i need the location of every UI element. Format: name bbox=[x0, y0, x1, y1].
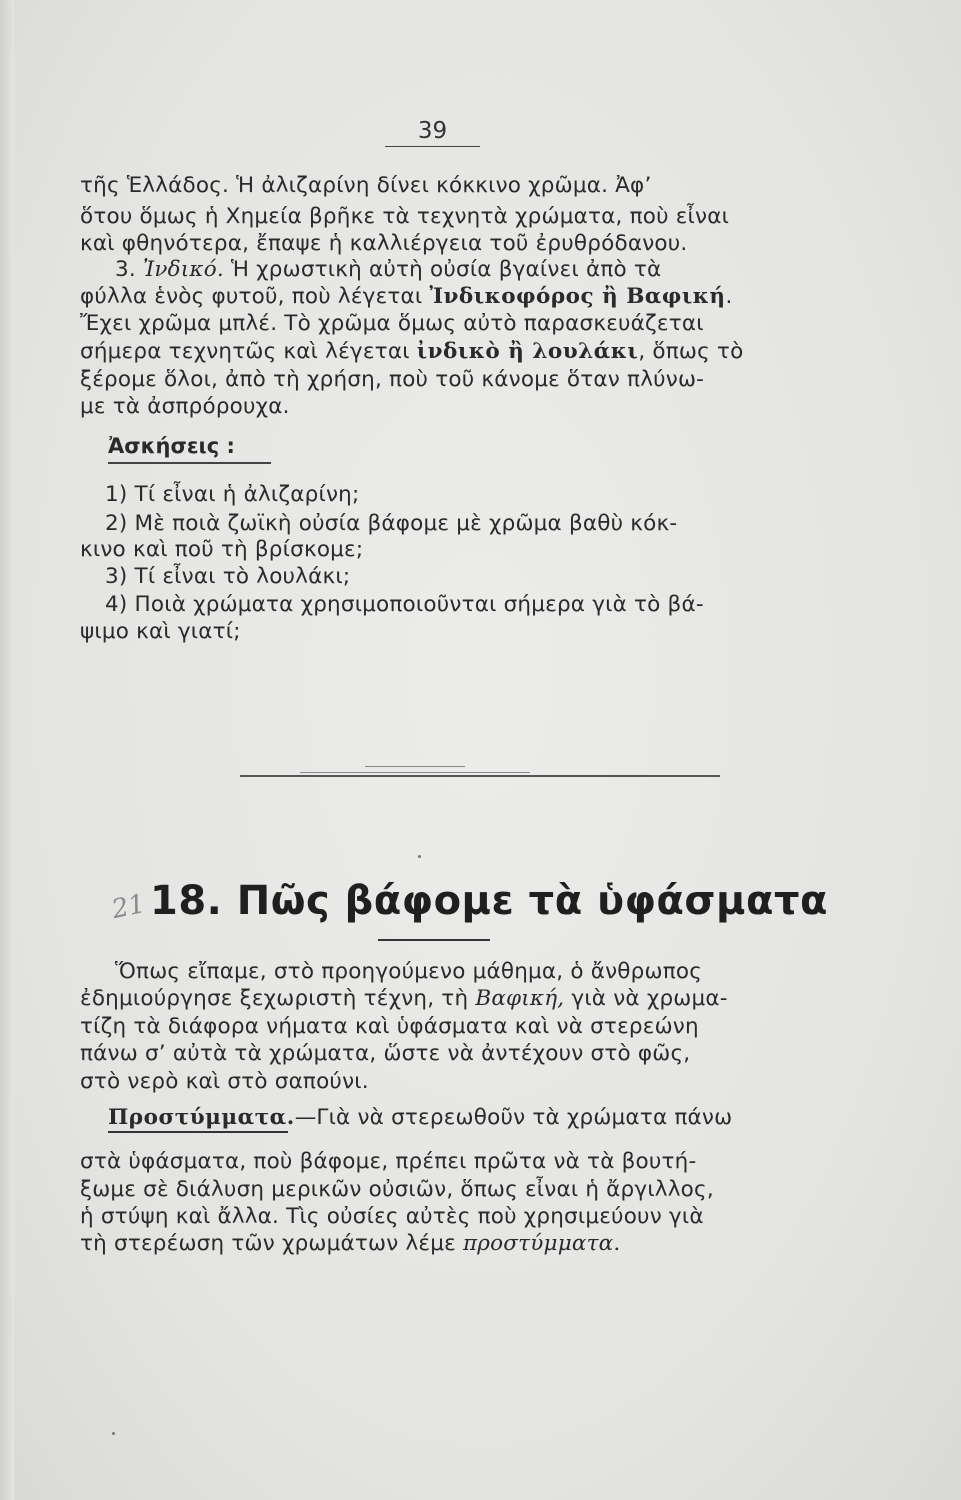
text-line: ὅτου ὅμως ἡ Χημεία βρῆκε τὰ τεχνητὰ χρώματα, ποὺ εἶναι bbox=[80, 204, 730, 229]
page-number: 39 bbox=[385, 118, 480, 147]
text-line: καὶ φθηνότερα, ἔπαψε ἡ καλλιέργεια τοῦ ἐρυθρόδανου. bbox=[80, 231, 688, 256]
divider-rule bbox=[240, 775, 720, 777]
exercise-question: 1) Τί εἶναι ἡ ἀλιζαρίνη; bbox=[105, 482, 360, 507]
divider-rule bbox=[300, 772, 530, 773]
text-line: ἡ στύψη καὶ ἄλλα. Τὶς οὐσίες αὐτὲς ποὺ χρησιμεύουν γιὰ bbox=[80, 1204, 704, 1229]
exercise-question: κινο καὶ ποῦ τὴ βρίσκομε; bbox=[80, 537, 364, 562]
text-span: ἐδημιούργησε ξεχωριστὴ τέχνη, τὴ bbox=[80, 986, 469, 1011]
exercise-question: 4) Ποιὰ χρώματα χρησιμοποιοῦνται σήμερα γιὰ τὸ βά- bbox=[105, 592, 704, 617]
text-line: Ὅπως εἴπαμε, στὸ προηγούμενο μάθημα, ὁ ἄνθρωπος bbox=[115, 959, 703, 984]
text-span: φύλλα ἑνὸς φυτοῦ, ποὺ λέγεται bbox=[80, 284, 423, 309]
text-line: ξέρομε ὅλοι, ἀπὸ τὴ χρήση, ποὺ τοῦ κάνομε ὅταν πλύνω- bbox=[80, 367, 705, 392]
text-span: σήμερα τεχνητῶς καὶ λέγεται bbox=[80, 339, 410, 364]
text-span: , ὅπως τὸ bbox=[638, 339, 744, 364]
text-span: Ἡ χρωστικὴ αὐτὴ οὐσία βγαίνει ἀπὸ τὰ bbox=[230, 257, 662, 282]
item-number: 3. bbox=[115, 257, 136, 282]
bold-term: ἰνδικὸ ἢ λουλάκι bbox=[416, 339, 639, 364]
bold-term: Ἰνδικοφόρος ἢ Βαφική bbox=[429, 284, 726, 309]
exercise-question: 2) Μὲ ποιὰ ζωϊκὴ οὐσία βάφομε μὲ χρῶμα βαθὺ κόκ- bbox=[105, 511, 678, 536]
bold-term: Προστύμματα. bbox=[108, 1105, 295, 1130]
lesson-title: 18. Πῶς βάφομε τὰ ὑφάσματα bbox=[150, 878, 828, 924]
item-term: Ἰνδικό. bbox=[142, 257, 224, 282]
text-line: τίζη τὰ διάφορα νήματα καὶ ὑφάσματα καὶ νὰ στερεώνη bbox=[80, 1014, 699, 1039]
title-underline bbox=[378, 939, 490, 941]
text-line: τῆς Ἑλλάδος. Ἡ ἀλιζαρίνη δίνει κόκκινο χρῶμα. Ἀφ’ bbox=[80, 173, 652, 198]
paper-speck bbox=[418, 855, 421, 858]
text-line bbox=[80, 1230, 795, 1257]
exercise-question: 3) Τί εἶναι τὸ λουλάκι; bbox=[105, 564, 351, 589]
paper-speck bbox=[112, 1432, 115, 1435]
text-span: . bbox=[725, 284, 733, 309]
text-span: τὴ στερέωση τῶν χρωμάτων λέμε bbox=[80, 1231, 456, 1256]
text-line bbox=[108, 1104, 823, 1131]
text-line: στὰ ὑφάσματα, ποὺ βάφομε, πρέπει πρῶτα νὰ τὰ βουτή- bbox=[80, 1149, 697, 1174]
text-line: στὸ νερὸ καὶ στὸ σαπούνι. bbox=[80, 1069, 369, 1094]
text-line: ξωμε σὲ διάλυση μερικῶν οὐσιῶν, ὅπως εἶναι ἡ ἄργιλλος, bbox=[80, 1177, 714, 1202]
text-span: —Γιὰ νὰ στερεωθοῦν τὰ χρώματα πάνω bbox=[294, 1105, 733, 1130]
term-underline bbox=[108, 1131, 288, 1133]
text-span: γιὰ νὰ χρωμα- bbox=[571, 986, 728, 1011]
text-line: με τὰ ἀσπρόρουχα. bbox=[80, 394, 290, 419]
text-line: Ἔχει χρῶμα μπλέ. Τὸ χρῶμα ὅμως αὐτὸ παρασκευάζεται bbox=[80, 311, 704, 336]
italic-term: Βαφική, bbox=[475, 986, 565, 1011]
text-line bbox=[115, 256, 830, 283]
page-spine-shadow bbox=[0, 0, 14, 1500]
text-line bbox=[80, 985, 795, 1012]
text-line bbox=[80, 338, 795, 365]
exercises-heading: Ἀσκήσεις : bbox=[108, 434, 235, 458]
divider-rule bbox=[365, 766, 465, 767]
handwritten-margin-note: 21 bbox=[109, 888, 148, 926]
text-line bbox=[80, 283, 795, 310]
italic-term: προστύμματα. bbox=[462, 1231, 621, 1256]
text-line: πάνω σ’ αὐτὰ τὰ χρώματα, ὥστε νὰ ἀντέχουν στὸ φῶς, bbox=[80, 1041, 691, 1066]
exercise-question: ψιμο καὶ γιατί; bbox=[80, 619, 241, 644]
heading-underline bbox=[108, 462, 271, 464]
